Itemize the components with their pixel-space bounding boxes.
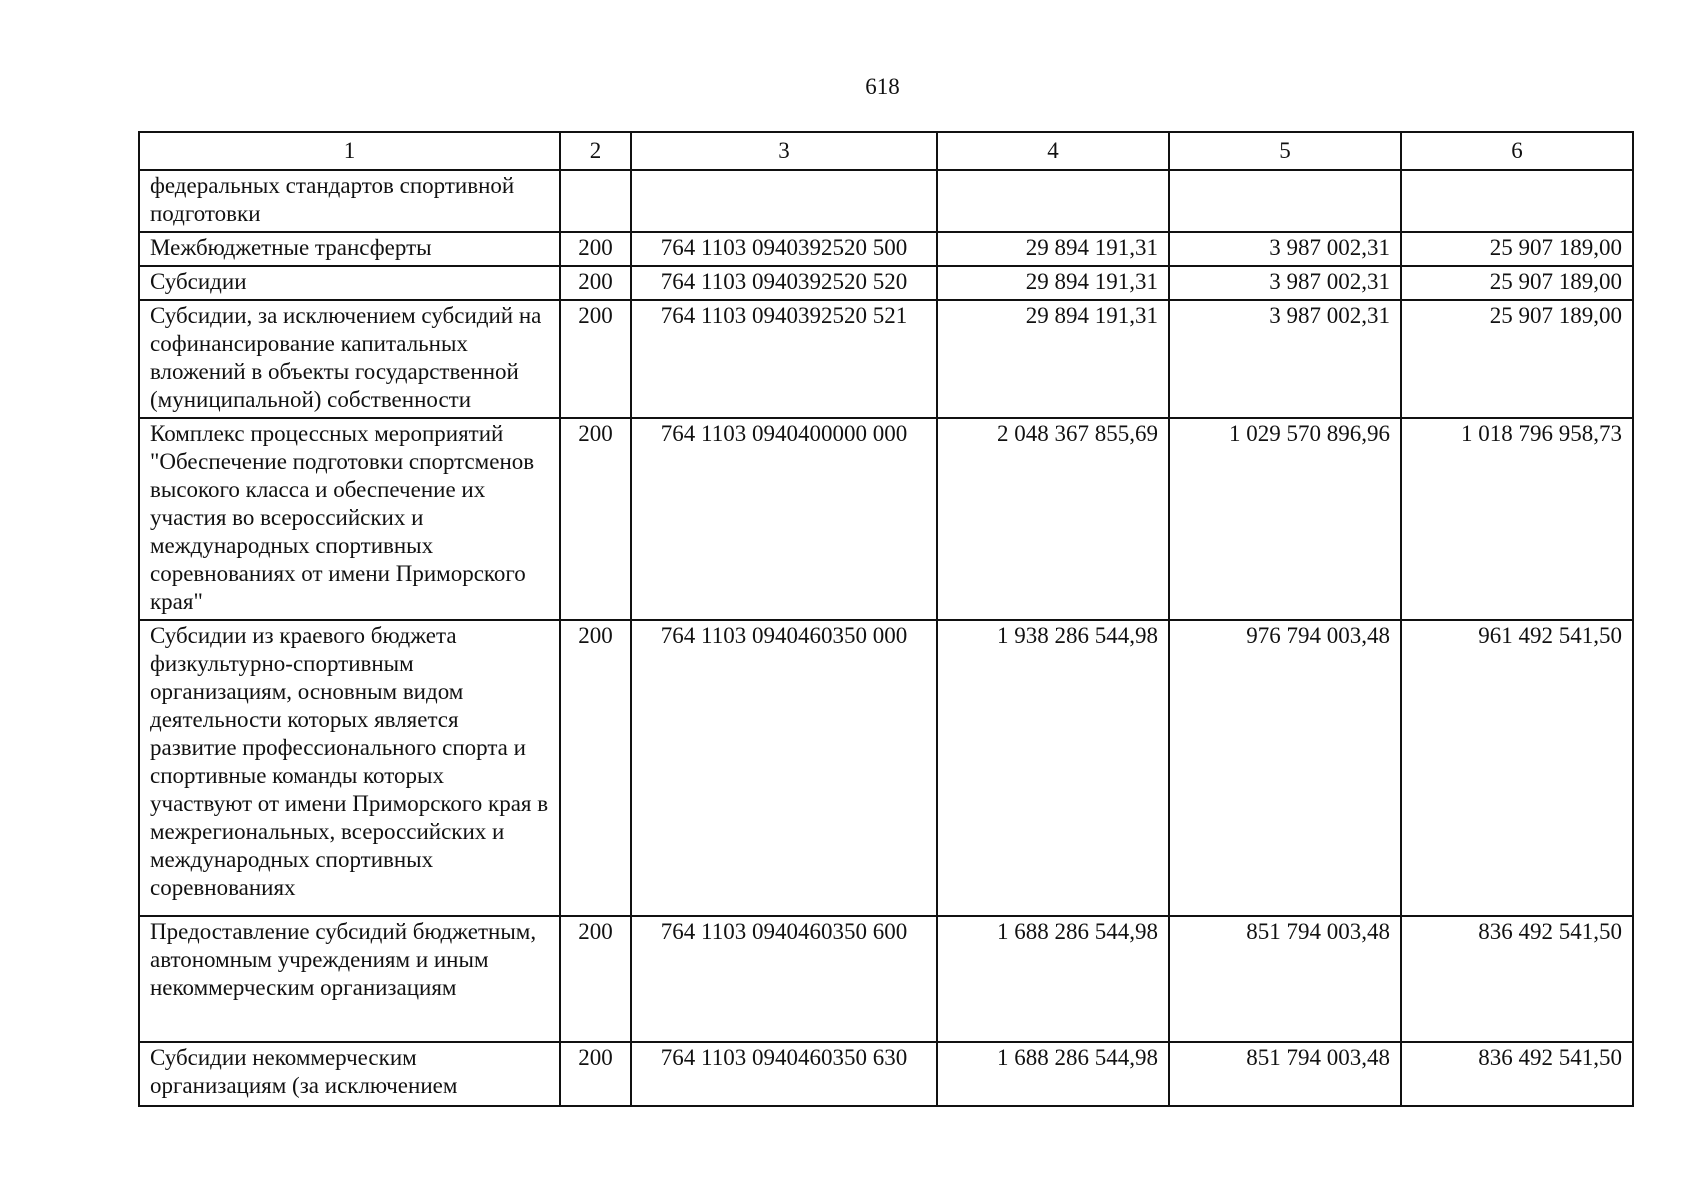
amount-cell: 25 907 189,00 [1401, 266, 1633, 300]
amount-cell: 29 894 191,31 [937, 266, 1169, 300]
amount-cell [937, 170, 1169, 232]
amount-cell [1401, 170, 1633, 232]
classification-code-cell: 764 1103 0940460350 630 [631, 1042, 937, 1106]
amount-cell: 3 987 002,31 [1169, 266, 1401, 300]
table-row [139, 418, 1633, 620]
code-cell [560, 170, 631, 232]
classification-code-cell: 764 1103 0940392520 500 [631, 232, 937, 266]
amount-cell: 25 907 189,00 [1401, 300, 1633, 418]
column-header: 5 [1169, 132, 1401, 170]
item-name-cell: федеральных стандартов спортивной подготовки [139, 170, 560, 232]
amount-cell: 976 794 003,48 [1169, 620, 1401, 916]
item-name-cell: Субсидии из краевого бюджета физкультурно-спортивным организациям, основным видом деятельности которых является развитие профессионального спорта и спортивные команды которых участвуют от имени Приморского края в межрегиональных, всероссийских и международных спортивных соревнованиях [139, 620, 560, 916]
amount-cell: 3 987 002,31 [1169, 300, 1401, 418]
classification-code-cell [631, 170, 937, 232]
code-cell: 200 [560, 266, 631, 300]
code-cell: 200 [560, 418, 631, 620]
item-name-cell: Комплекс процессных мероприятий "Обеспечение подготовки спортсменов высокого класса и обеспечение их участия во всероссийских и международных спортивных соревнованиях от имени Приморского края" [139, 418, 560, 620]
amount-cell: 29 894 191,31 [937, 232, 1169, 266]
classification-code-cell: 764 1103 0940460350 600 [631, 916, 937, 1042]
table-header-row [139, 132, 1633, 170]
amount-cell: 1 688 286 544,98 [937, 1042, 1169, 1106]
amount-cell [1169, 170, 1401, 232]
column-header: 6 [1401, 132, 1633, 170]
amount-cell: 851 794 003,48 [1169, 916, 1401, 1042]
column-header: 4 [937, 132, 1169, 170]
item-name-cell: Межбюджетные трансферты [139, 232, 560, 266]
item-name-cell: Субсидии, за исключением субсидий на софинансирование капитальных вложений в объекты государственной (муниципальной) собственности [139, 300, 560, 418]
table-row [139, 1042, 1633, 1106]
amount-cell: 29 894 191,31 [937, 300, 1169, 418]
amount-cell: 836 492 541,50 [1401, 916, 1633, 1042]
code-cell: 200 [560, 300, 631, 418]
amount-cell: 1 029 570 896,96 [1169, 418, 1401, 620]
column-header: 1 [139, 132, 560, 170]
budget-table [138, 131, 1634, 1107]
table-row [139, 620, 1633, 916]
amount-cell: 25 907 189,00 [1401, 232, 1633, 266]
amount-cell: 1 938 286 544,98 [937, 620, 1169, 916]
item-name-cell: Предоставление субсидий бюджетным, автономным учреждениям и иным некоммерческим организациям [139, 916, 560, 1042]
amount-cell: 3 987 002,31 [1169, 232, 1401, 266]
code-cell: 200 [560, 1042, 631, 1106]
table-row [139, 300, 1633, 418]
column-header: 2 [560, 132, 631, 170]
code-cell: 200 [560, 232, 631, 266]
amount-cell: 836 492 541,50 [1401, 1042, 1633, 1106]
classification-code-cell: 764 1103 0940392520 521 [631, 300, 937, 418]
page-number: 618 [865, 74, 900, 99]
amount-cell: 1 018 796 958,73 [1401, 418, 1633, 620]
classification-code-cell: 764 1103 0940400000 000 [631, 418, 937, 620]
item-name-cell: Субсидии некоммерческим организациям (за исключением [139, 1042, 560, 1106]
table-row [139, 170, 1633, 232]
code-cell: 200 [560, 916, 631, 1042]
code-cell: 200 [560, 620, 631, 916]
amount-cell: 851 794 003,48 [1169, 1042, 1401, 1106]
classification-code-cell: 764 1103 0940392520 520 [631, 266, 937, 300]
table-row [139, 232, 1633, 266]
table-row [139, 266, 1633, 300]
amount-cell: 1 688 286 544,98 [937, 916, 1169, 1042]
column-header: 3 [631, 132, 937, 170]
table-row [139, 916, 1633, 1042]
item-name-cell: Субсидии [139, 266, 560, 300]
amount-cell: 961 492 541,50 [1401, 620, 1633, 916]
classification-code-cell: 764 1103 0940460350 000 [631, 620, 937, 916]
amount-cell: 2 048 367 855,69 [937, 418, 1169, 620]
